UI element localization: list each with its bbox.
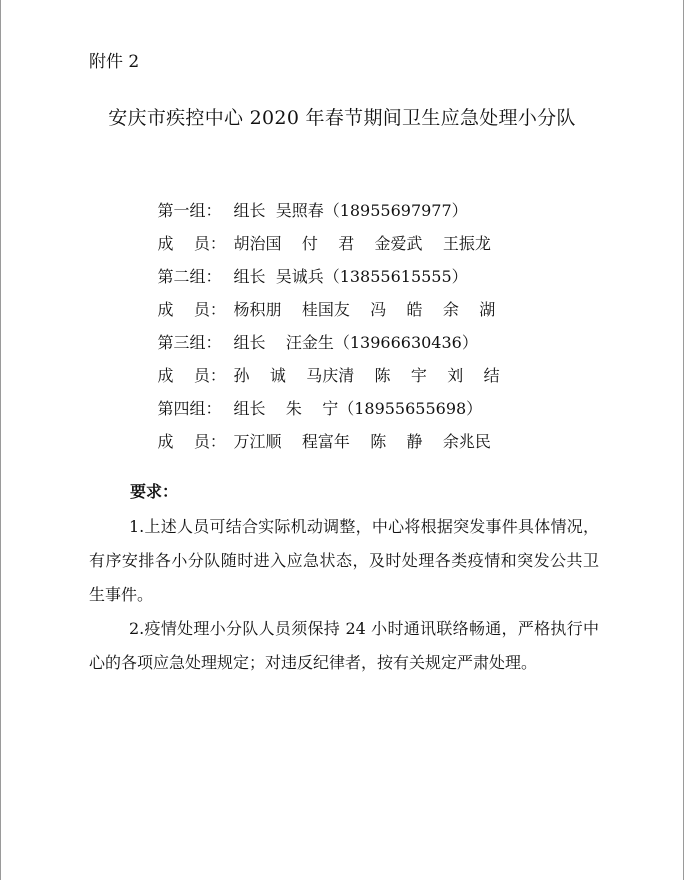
group-2-label: 第二组： — [157, 267, 222, 286]
group-1-label: 第一组： — [157, 201, 222, 220]
team-roster — [127, 175, 500, 451]
attachment-label: 附件 2 — [89, 52, 140, 72]
group-1-leader-row — [127, 175, 500, 220]
group-4-members: 万江顺 程富年 陈 静 余兆民 — [233, 432, 491, 451]
group-1-members: 胡治国 付 君 金爱武 王振龙 — [233, 234, 491, 253]
group-3-label: 第三组： — [157, 333, 222, 352]
group-2-members: 杨积朋 桂国友 冯 皓 余 湖 — [233, 300, 496, 319]
group-4-leader: 组长 朱 宁（18955655698） — [233, 399, 483, 418]
requirement-paragraph-2: 2.疫情处理小分队人员须保持 24 小时通讯联络畅通，严格执行中心的各项应急处理规定；对违反纪律者，按有关规定严肃处理。 — [89, 619, 599, 672]
group-2-leader: 组长 吴诚兵（13855615555） — [233, 267, 468, 286]
group-4-members-label: 成 员： — [157, 432, 226, 451]
group-4-label: 第四组： — [157, 399, 222, 418]
group-1-leader: 组长 吴照春（18955697977） — [233, 201, 468, 220]
requirement-paragraph-1: 1.上述人员可结合实际机动调整，中心将根据突发事件具体情况，有序安排各小分队随时进入应急状态，及时处理各类疫情和突发公共卫生事件。 — [89, 517, 599, 604]
group-1-members-label: 成 员： — [157, 234, 226, 253]
group-3-leader: 组长 汪金生（13966630436） — [233, 333, 478, 352]
requirements-heading: 要求： — [130, 482, 179, 501]
group-3-members: 孙 诚 马庆清 陈 宇 刘 结 — [233, 366, 500, 385]
group-3-members-label: 成 员： — [157, 366, 226, 385]
group-2-members-label: 成 员： — [157, 300, 226, 319]
document-title: 安庆市疾控中心 2020 年春节期间卫生应急处理小分队 — [108, 107, 576, 129]
